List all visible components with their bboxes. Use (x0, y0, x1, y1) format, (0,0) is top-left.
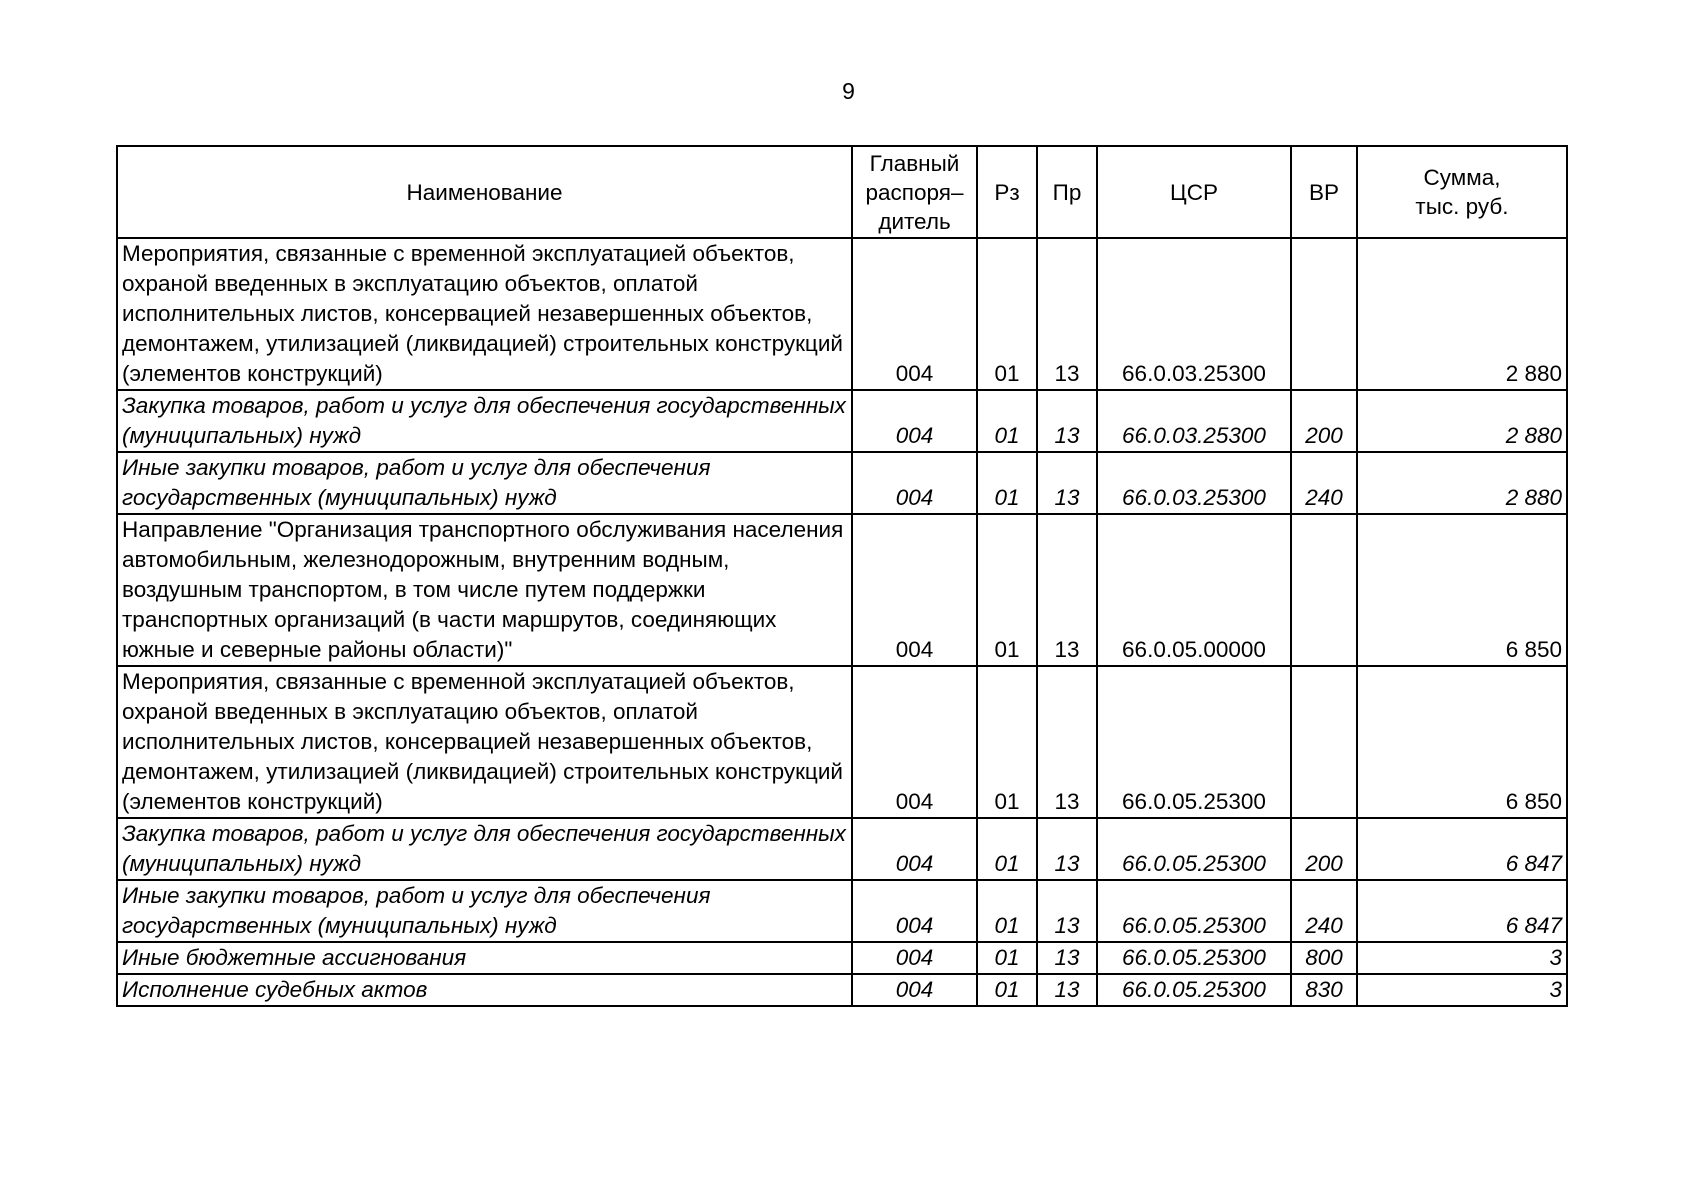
row-csr: 66.0.05.25300 (1097, 880, 1291, 942)
row-csr: 66.0.03.25300 (1097, 238, 1291, 390)
header-grbs (852, 146, 977, 238)
row-name: Иные бюджетные ассигнования (117, 942, 852, 974)
row-name: Закупка товаров, работ и услуг для обеспечения государственных (муниципальных) нужд (117, 390, 852, 452)
table-row (117, 942, 1567, 974)
row-vr: 200 (1291, 818, 1357, 880)
row-grbs: 004 (852, 880, 977, 942)
row-grbs: 004 (852, 818, 977, 880)
row-name: Исполнение судебных актов (117, 974, 852, 1006)
row-rz: 01 (977, 238, 1037, 390)
row-pr: 13 (1037, 974, 1097, 1006)
table-row (117, 390, 1567, 452)
row-csr: 66.0.05.00000 (1097, 514, 1291, 666)
row-sum: 6 847 (1357, 880, 1567, 942)
row-rz: 01 (977, 818, 1037, 880)
row-vr: 240 (1291, 880, 1357, 942)
row-csr: 66.0.05.25300 (1097, 666, 1291, 818)
header-sum-line-1: Сумма, (1423, 165, 1501, 190)
row-sum: 6 847 (1357, 818, 1567, 880)
row-grbs: 004 (852, 452, 977, 514)
row-grbs: 004 (852, 238, 977, 390)
header-pr: Пр (1037, 146, 1097, 238)
row-rz: 01 (977, 390, 1037, 452)
header-rz: Рз (977, 146, 1037, 238)
row-rz: 01 (977, 452, 1037, 514)
row-rz: 01 (977, 880, 1037, 942)
row-sum: 2 880 (1357, 238, 1567, 390)
row-rz: 01 (977, 514, 1037, 666)
row-csr: 66.0.03.25300 (1097, 452, 1291, 514)
header-sum (1357, 146, 1567, 238)
row-vr: 830 (1291, 974, 1357, 1006)
header-name: Наименование (117, 146, 852, 238)
page-number: 9 (842, 78, 855, 104)
row-rz: 01 (977, 974, 1037, 1006)
row-name: Мероприятия, связанные с временной эксплуатацией объектов, охраной введенных в эксплуатацию объектов, оплатой исполнительных листов, консервацией незавершенных объектов, демонтажем, утилизацией (ликвидацией) строительных конструкций (элементов конструкций) (117, 666, 852, 818)
row-sum: 3 (1357, 942, 1567, 974)
row-name: Направление "Организация транспортного обслуживания населения автомобильным, железнодорожным, внутренним водным, воздушным транспортом, в том числе путем поддержки транспортных организаций (в части маршрутов, соединяющих южные и северные районы области)" (117, 514, 852, 666)
row-csr: 66.0.05.25300 (1097, 942, 1291, 974)
row-pr: 13 (1037, 452, 1097, 514)
table-row (117, 974, 1567, 1006)
row-name: Иные закупки товаров, работ и услуг для обеспечения государственных (муниципальных) нужд (117, 452, 852, 514)
row-name: Мероприятия, связанные с временной эксплуатацией объектов, охраной введенных в эксплуатацию объектов, оплатой исполнительных листов, консервацией незавершенных объектов, демонтажем, утилизацией (ликвидацией) строительных конструкций (элементов конструкций) (117, 238, 852, 390)
row-grbs: 004 (852, 666, 977, 818)
row-vr (1291, 238, 1357, 390)
row-pr: 13 (1037, 390, 1097, 452)
table-row (117, 666, 1567, 818)
header-vr: ВР (1291, 146, 1357, 238)
row-vr: 240 (1291, 452, 1357, 514)
row-sum: 2 880 (1357, 452, 1567, 514)
header-grbs-line-3: дитель (878, 208, 951, 234)
table-row (117, 818, 1567, 880)
row-pr: 13 (1037, 238, 1097, 390)
row-vr: 800 (1291, 942, 1357, 974)
row-csr: 66.0.03.25300 (1097, 390, 1291, 452)
table-row (117, 452, 1567, 514)
row-pr: 13 (1037, 514, 1097, 666)
row-name: Закупка товаров, работ и услуг для обеспечения государственных (муниципальных) нужд (117, 818, 852, 880)
row-csr: 66.0.05.25300 (1097, 818, 1291, 880)
header-row (117, 146, 1567, 238)
table-row (117, 880, 1567, 942)
row-pr: 13 (1037, 666, 1097, 818)
row-pr: 13 (1037, 880, 1097, 942)
table-row (117, 514, 1567, 666)
row-pr: 13 (1037, 818, 1097, 880)
row-vr (1291, 514, 1357, 666)
header-sum-line-2: тыс. руб. (1415, 194, 1509, 219)
row-sum: 6 850 (1357, 514, 1567, 666)
row-vr: 200 (1291, 390, 1357, 452)
row-grbs: 004 (852, 974, 977, 1006)
budget-table (116, 145, 1568, 1007)
header-grbs-line-2: распоря– (865, 179, 964, 205)
row-sum: 2 880 (1357, 390, 1567, 452)
row-csr: 66.0.05.25300 (1097, 974, 1291, 1006)
row-grbs: 004 (852, 942, 977, 974)
row-name: Иные закупки товаров, работ и услуг для обеспечения государственных (муниципальных) нужд (117, 880, 852, 942)
row-grbs: 004 (852, 514, 977, 666)
header-grbs-line-1: Главный (869, 150, 960, 176)
row-pr: 13 (1037, 942, 1097, 974)
row-sum: 3 (1357, 974, 1567, 1006)
table-row (117, 238, 1567, 390)
row-vr (1291, 666, 1357, 818)
header-csr: ЦСР (1097, 146, 1291, 238)
row-rz: 01 (977, 666, 1037, 818)
row-rz: 01 (977, 942, 1037, 974)
row-grbs: 004 (852, 390, 977, 452)
row-sum: 6 850 (1357, 666, 1567, 818)
